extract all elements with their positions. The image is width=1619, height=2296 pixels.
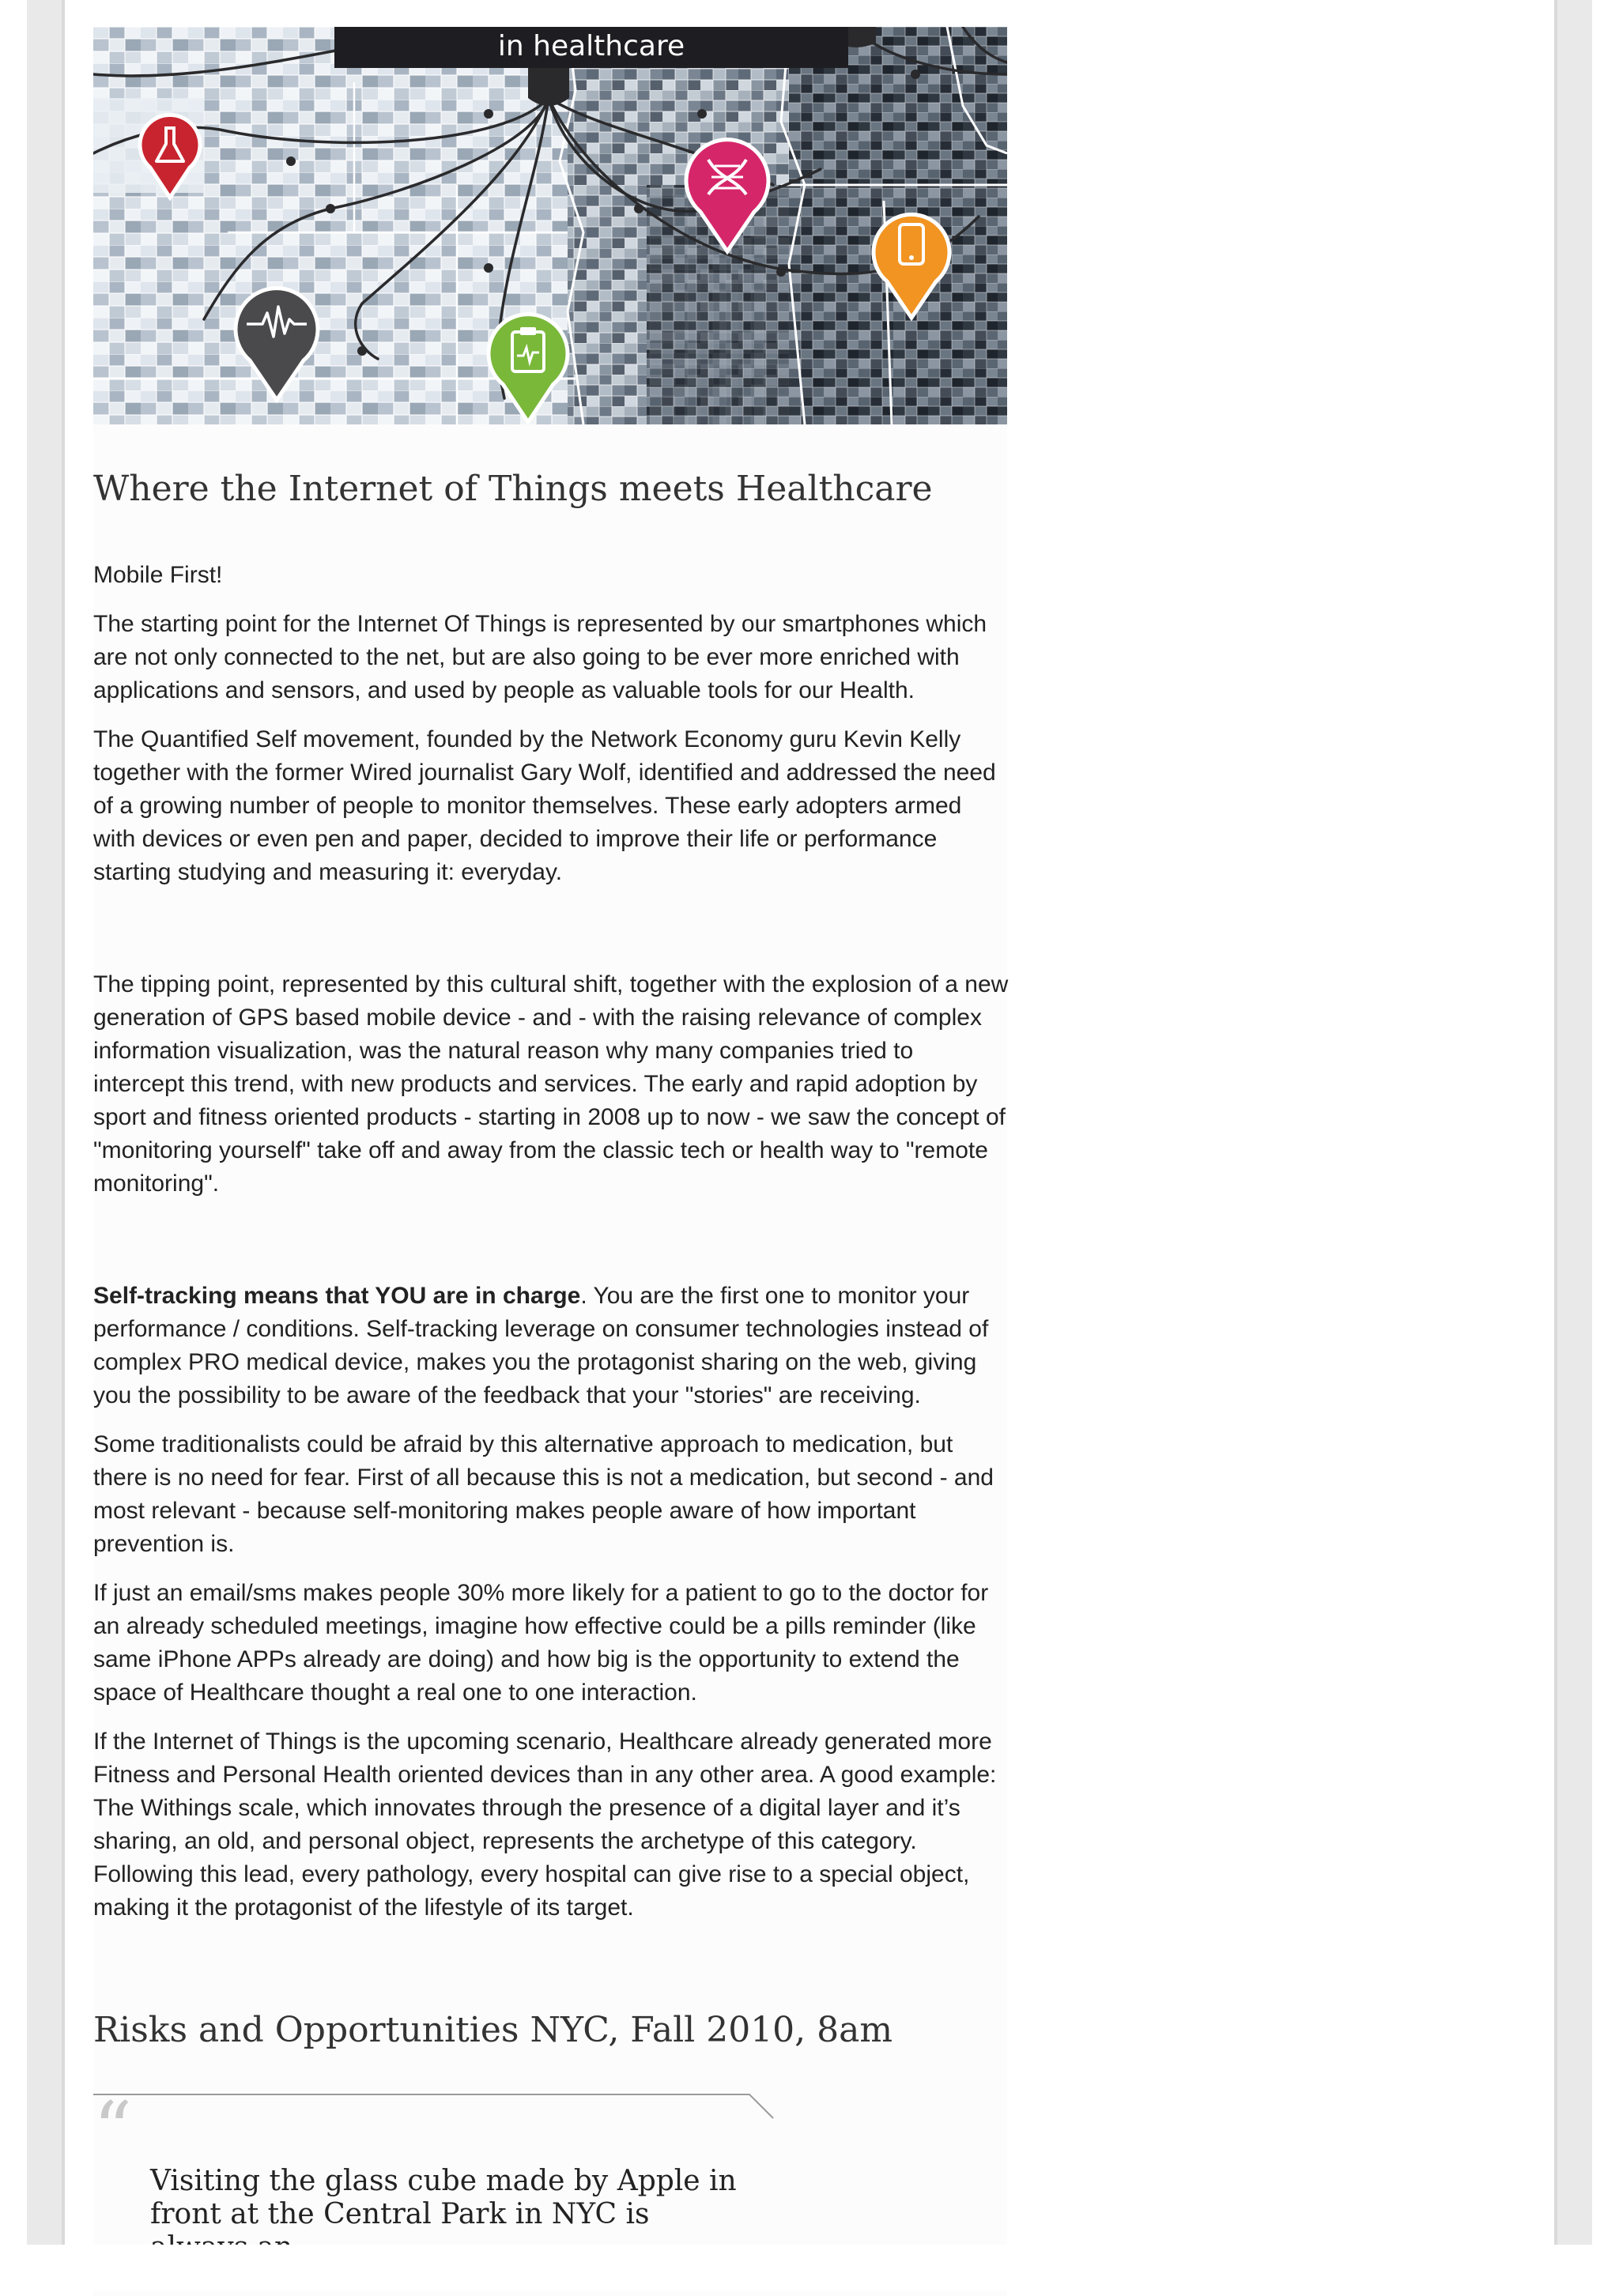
flask-icon bbox=[134, 106, 206, 201]
paragraph: Some traditionalists could be afraid by this alternative approach to medication, but there is no need for fear. First of all because this is not a medication, but second - and most relevant - because self-monitoring makes people aware of how important prevention is. bbox=[93, 1431, 994, 1557]
paragraph-text: . You are the first one to monitor your performance / conditions. Self-tracking leverage on consumer technologies instead of complex PRO medical device, makes you the protagonist sharing on the web, giving you the possibility to be aware of the feedback that your "stories" are receiving. bbox=[93, 1283, 989, 1408]
hero-image bbox=[93, 27, 1007, 424]
paragraph: If the Internet of Things is the upcoming scenario, Healthcare already generated more Fitness and Personal Health oriented devices than in any other area. A good example: The Withings scale, which innovates through the presence of a digital layer and it’s sharing, an old, and personal object, represents the archetype of this category. Following this lead, every pathology, every hospital can give rise to a special object, making it the protagonist of the lifestyle of its target. bbox=[93, 1729, 997, 1921]
quote-mark-icon: “ bbox=[93, 2086, 133, 2174]
heartbeat-icon bbox=[229, 278, 324, 405]
section-heading: Risks and Opportunities NYC, Fall 2010, 8am bbox=[93, 2010, 893, 2050]
section-subtitle: Mobile First! bbox=[93, 562, 223, 588]
page-bottom-margin bbox=[0, 2245, 1619, 2290]
clipboard-icon bbox=[482, 307, 574, 424]
paragraph-self-tracking bbox=[93, 1280, 1010, 1412]
hero-banner: in healthcare bbox=[334, 27, 848, 68]
article-column bbox=[93, 27, 1007, 2296]
paragraph: The Quantified Self movement, founded by the Network Economy guru Kevin Kelly together with the former Wired journalist Gary Wolf, identified and addressed the need of a growing number of people to monitor themselves. These early adopters armed with devices or even pen and paper, decided to improve their life or performance starting studying and measuring it: everyday. bbox=[93, 726, 996, 885]
article-body bbox=[93, 424, 1007, 2296]
pull-quote: Visiting the glass cube made by Apple in front at the Central Park in NYC is bbox=[150, 2165, 737, 2230]
smartphone-icon bbox=[868, 207, 955, 322]
emphasis-text: Self-tracking means that YOU are in charge bbox=[93, 1283, 581, 1309]
paragraph: The starting point for the Internet Of Things is represented by our smartphones which are not only connected to the net, but are also going to be ever more enriched with applications and sensors, and used by people as valuable tools for our Health. bbox=[93, 611, 987, 703]
right-gutter bbox=[1554, 0, 1592, 2290]
article-title: Where the Internet of Things meets Healthcare bbox=[93, 469, 933, 509]
paragraph: The tipping point, represented by this cultural shift, together with the explosion of a new generation of GPS based mobile device - and - with the raising relevance of complex information visualization, was the natural reason why many companies tried to intercept this trend, with new products and services. The early and rapid adoption by sport and fitness oriented products - starting in 2008 up to now - we saw the concept of "monitoring yourself" take off and away from the classic tech or health way to "remote monitoring". bbox=[93, 971, 1009, 1197]
paragraph: If just an email/sms makes people 30% more likely for a patient to go to the doctor for an already scheduled meetings, imagine how effective could be a pills reminder (like same iPhone APPs already are doing) and how big is the opportunity to extend the space of Healthcare thought a real one to one interaction. bbox=[93, 1580, 989, 1706]
left-gutter bbox=[27, 0, 65, 2290]
quote-divider bbox=[93, 2092, 1007, 2124]
dna-icon bbox=[680, 131, 775, 256]
